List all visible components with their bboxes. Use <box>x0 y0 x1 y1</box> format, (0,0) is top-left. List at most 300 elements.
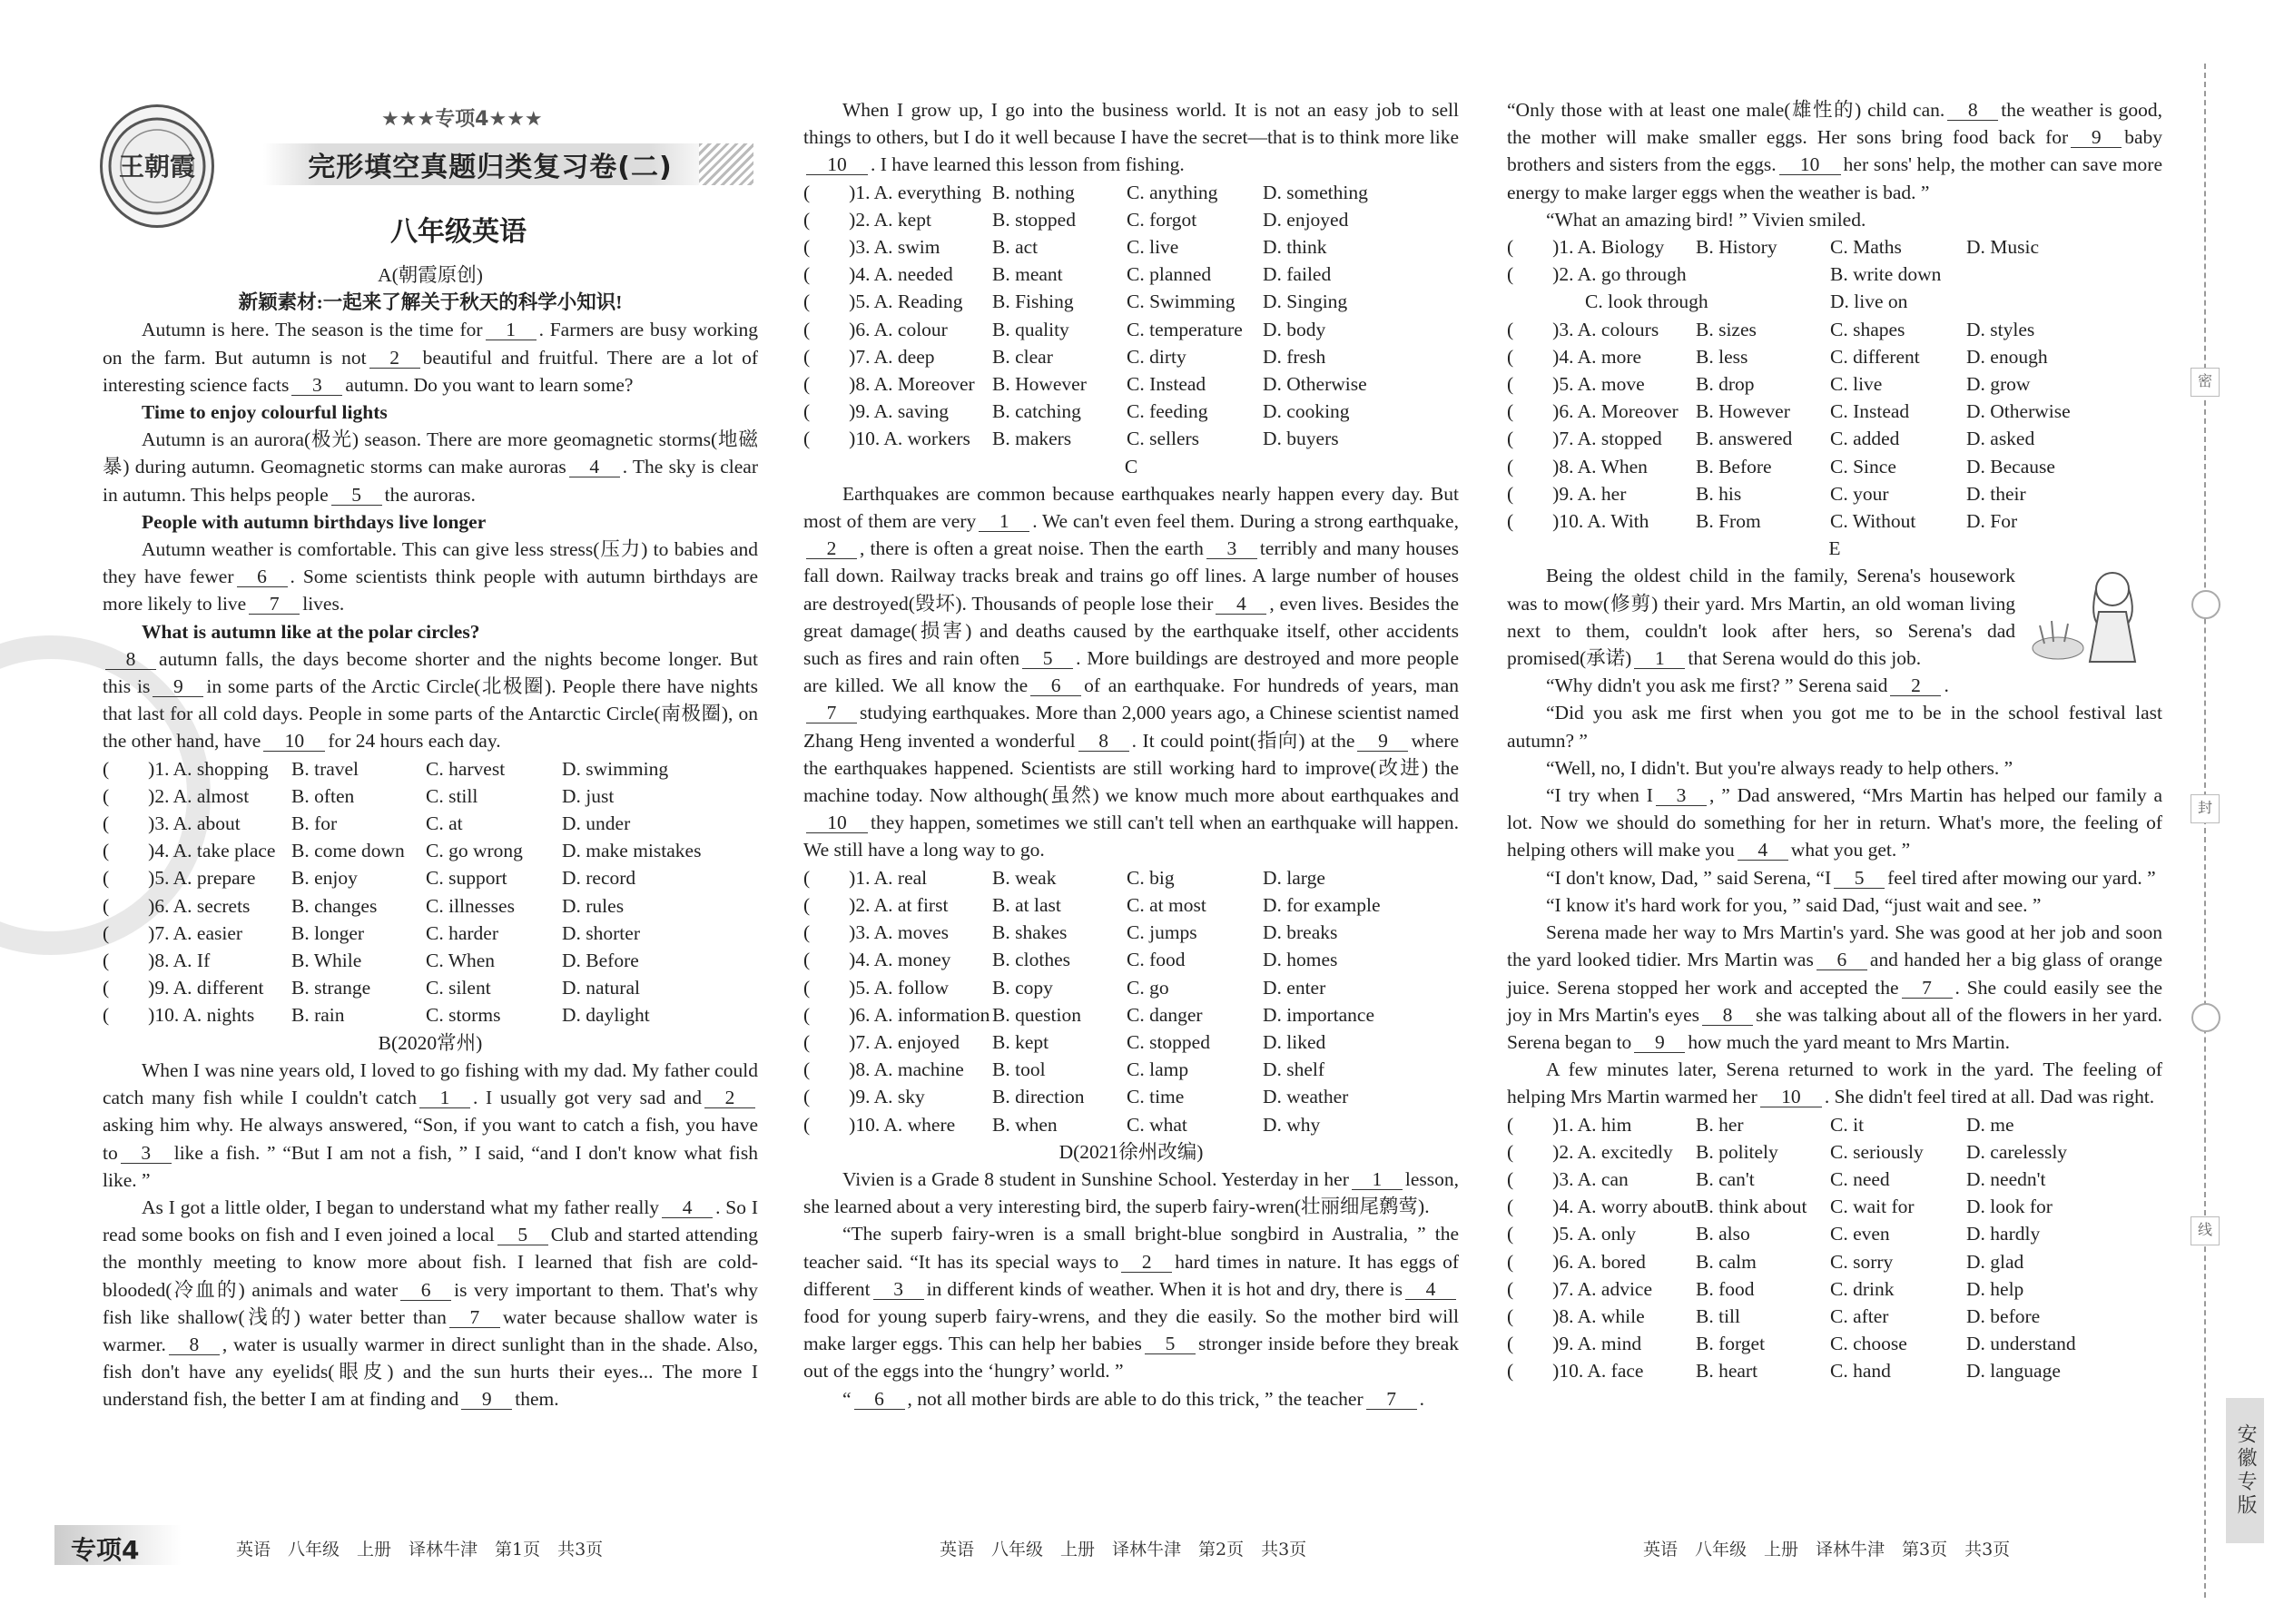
question-option-a[interactable]: ( )10. A. face <box>1507 1360 1644 1383</box>
question-option[interactable]: B. come down <box>291 840 405 862</box>
question-option[interactable]: D. enough <box>1966 345 2048 368</box>
question-option-a[interactable]: ( )9. A. sky <box>803 1086 925 1108</box>
question-option-a[interactable]: ( )8. A. Moreover <box>803 373 975 396</box>
question-option[interactable]: B. direction <box>992 1086 1085 1108</box>
question-option[interactable]: C. seriously <box>1830 1140 1924 1163</box>
question-option[interactable]: C. support <box>426 867 507 890</box>
question-option[interactable]: C. it <box>1830 1113 1865 1136</box>
question-option-a[interactable]: ( )10. A. nights <box>103 1004 255 1027</box>
question-option-a[interactable]: ( )1. A. shopping <box>103 757 269 780</box>
question-option[interactable]: B. her <box>1696 1113 1744 1136</box>
passage-paragraph <box>803 1166 1459 1220</box>
question-option[interactable]: C. harvest <box>426 757 506 780</box>
question-option[interactable]: B. food <box>1696 1277 1755 1300</box>
question-option[interactable]: B. shakes <box>992 921 1068 944</box>
question-option-a[interactable]: ( )7. A. advice <box>1507 1277 1653 1300</box>
question-row <box>1507 507 2162 535</box>
question-row <box>803 1029 1459 1056</box>
blank-slot[interactable]: 9 <box>153 676 203 697</box>
question-row <box>1507 1357 2162 1384</box>
question-list <box>803 864 1459 1138</box>
question-option[interactable]: B. While <box>291 950 362 972</box>
question-option[interactable]: C. big <box>1127 866 1175 889</box>
question-row <box>1507 343 2162 370</box>
question-option[interactable]: D. Singing <box>1263 290 1348 313</box>
blank-slot[interactable]: 3 <box>1206 538 1257 559</box>
question-option[interactable]: D. enter <box>1263 976 1326 999</box>
question-option[interactable]: D. Before <box>562 950 639 972</box>
blank-slot[interactable]: 1 <box>419 1088 470 1108</box>
question-option[interactable]: C. still <box>426 784 478 807</box>
blank-slot[interactable]: 6 <box>1030 675 1081 696</box>
question-option[interactable]: C. live <box>1830 373 1883 396</box>
question-option[interactable]: C. wait for <box>1830 1196 1915 1218</box>
question-option-a[interactable]: ( )1. A. everything <box>803 181 981 203</box>
column-1 <box>103 261 758 1413</box>
question-option[interactable]: B. answered <box>1696 428 1793 450</box>
blank-slot[interactable]: 10 <box>1760 1087 1822 1107</box>
question-option[interactable]: D. importance <box>1263 1003 1374 1026</box>
question-option[interactable]: C. stopped <box>1127 1030 1210 1053</box>
question-option[interactable] <box>1696 261 1830 288</box>
passage-text: where the earthquakes happened. Scientists are still working hard to improve(改进) the machine today. Now although(虽然) we know much more about earthquakes and <box>803 729 1459 807</box>
blank-slot[interactable]: 8 <box>105 649 156 670</box>
question-option[interactable]: D. record <box>562 867 636 890</box>
question-option[interactable]: D. grow <box>1966 373 2031 396</box>
question-option[interactable]: D. think <box>1263 236 1327 259</box>
question-row <box>1507 1138 2162 1166</box>
question-option-a[interactable]: ( )4. A. worry about <box>1507 1196 1697 1218</box>
question-option[interactable]: C. silent <box>426 977 491 999</box>
question-option[interactable]: B. till <box>1696 1304 1740 1327</box>
question-option[interactable]: B. makers <box>992 428 1072 450</box>
question-option-a[interactable]: ( )3. A. can <box>1507 1167 1629 1190</box>
question-option[interactable]: B. meant <box>992 263 1063 286</box>
question-option[interactable]: C. go wrong <box>426 840 523 862</box>
question-row <box>803 1083 1459 1110</box>
question-option[interactable]: D. language <box>1966 1360 2061 1383</box>
question-option-a[interactable]: ( )4. A. needed <box>803 263 953 286</box>
question-option[interactable] <box>1966 288 2162 315</box>
question-option[interactable]: D. help <box>1966 1277 2024 1300</box>
question-option-a[interactable]: ( )7. A. enjoyed <box>803 1030 960 1053</box>
question-option[interactable]: D. styles <box>1966 318 2035 340</box>
question-option[interactable]: D. failed <box>1263 263 1332 286</box>
question-option[interactable]: B. History <box>1696 236 1777 259</box>
question-option[interactable]: D. fresh <box>1263 345 1326 368</box>
question-option[interactable]: C. different <box>1830 345 1920 368</box>
question-option-a[interactable]: ( )8. A. machine <box>803 1058 964 1081</box>
question-option[interactable]: D. just <box>562 784 615 807</box>
blank-slot[interactable]: 1 <box>1634 648 1685 669</box>
passage-text: . We can't even feel them. During a strong earthquake, <box>1032 510 1459 533</box>
question-option[interactable]: C. need <box>1830 1167 1890 1190</box>
question-option[interactable]: B. also <box>1696 1223 1750 1245</box>
passage-paragraph: “Did you ask me first when you got me to be in the school festival last autumn? ” <box>1507 702 2162 752</box>
question-option[interactable]: B. catching <box>992 400 1081 423</box>
question-option[interactable]: D. look for <box>1966 1196 2053 1218</box>
question-option[interactable]: C. Since <box>1830 455 1896 477</box>
passage-text: A few minutes later, Serena returned to work in the yard. The feeling of helping Mrs Martin warmed her <box>1507 1058 2162 1108</box>
passage-text: lesson, she learned about a very interesting bird, the superb fairy-wren(壮丽细尾鹩莺). <box>803 1167 1459 1218</box>
question-option[interactable]: B. less <box>1696 345 1748 368</box>
question-option-a[interactable]: ( )5. A. follow <box>803 976 950 999</box>
question-option-a[interactable]: ( )5. A. prepare <box>103 867 256 890</box>
blank-slot[interactable]: 10 <box>1779 154 1841 175</box>
binding-mark-1: 密 <box>2191 368 2220 397</box>
question-row <box>1507 288 2162 315</box>
question-option-a[interactable]: ( )9. A. her <box>1507 482 1627 505</box>
question-option[interactable]: D. natural <box>562 977 640 999</box>
question-option[interactable]: C. Instead <box>1830 400 1910 423</box>
question-option[interactable]: D. Otherwise <box>1966 400 2071 423</box>
blank-slot[interactable]: 1 <box>979 511 1029 532</box>
question-option-a[interactable]: ( )10. A. With <box>1507 510 1649 533</box>
question-option[interactable]: D. me <box>1966 1113 2014 1136</box>
question-option-a[interactable]: ( )8. A. When <box>1507 455 1648 477</box>
question-option[interactable]: D. liked <box>1263 1030 1326 1053</box>
question-option[interactable]: B. Before <box>1696 455 1772 477</box>
question-row <box>803 891 1459 919</box>
question-option-a[interactable]: ( )4. A. take place <box>103 840 276 862</box>
question-option[interactable]: D. carelessly <box>1966 1140 2068 1163</box>
question-option-a[interactable]: ( )1. A. real <box>803 866 928 889</box>
question-option[interactable] <box>1696 288 1830 315</box>
question-row <box>103 947 758 974</box>
question-option[interactable]: B. can't <box>1696 1167 1755 1190</box>
question-option[interactable]: B. act <box>992 236 1039 259</box>
blank-slot[interactable]: 8 <box>1078 731 1129 752</box>
question-option[interactable]: C. food <box>1127 949 1186 971</box>
question-option-a[interactable]: ( )6. A. information <box>803 1003 990 1026</box>
question-row <box>1507 425 2162 452</box>
passage-text: what you get. ” <box>1790 839 1911 861</box>
question-option[interactable]: D. hardly <box>1966 1223 2041 1245</box>
question-option-a[interactable]: ( )2. A. kept <box>803 208 931 231</box>
passage-paragraph <box>1507 919 2162 1056</box>
question-option[interactable]: B. longer <box>291 921 365 944</box>
question-option[interactable]: D. Otherwise <box>1263 373 1367 396</box>
question-option[interactable]: C. sorry <box>1830 1250 1894 1273</box>
blank-slot[interactable]: 4 <box>1216 594 1266 615</box>
question-option[interactable]: D. needn't <box>1966 1167 2046 1190</box>
question-option[interactable]: C. lamp <box>1127 1058 1189 1081</box>
question-option-a[interactable]: ( )5. A. Reading <box>803 290 963 313</box>
blank-slot[interactable]: 7 <box>1902 978 1953 999</box>
question-option[interactable]: B. However <box>992 373 1087 396</box>
question-option[interactable]: C. anything <box>1127 181 1218 203</box>
question-row <box>803 974 1459 1001</box>
question-option-a[interactable]: ( )5. A. only <box>1507 1223 1637 1245</box>
blank-slot[interactable]: 9 <box>1634 1032 1685 1053</box>
question-option-a[interactable]: ( )10. A. where <box>803 1113 956 1136</box>
passage-text: , not all mother birds are able to do this trick, ” the teacher <box>907 1387 1364 1410</box>
question-option-a[interactable]: ( )6. A. secrets <box>103 894 251 917</box>
question-option[interactable]: C. danger <box>1127 1003 1203 1026</box>
question-option[interactable]: D. homes <box>1263 949 1338 971</box>
question-option[interactable]: C. Swimming <box>1127 290 1236 313</box>
question-option[interactable]: D. Music <box>1966 236 2040 259</box>
blank-slot[interactable]: 3 <box>1656 785 1707 806</box>
question-option[interactable]: C. illnesses <box>426 894 515 917</box>
blank-slot[interactable]: 10 <box>806 812 868 833</box>
question-option[interactable]: D. body <box>1263 318 1326 340</box>
passage-text: that Serena would do this job. <box>1688 647 1922 670</box>
question-option[interactable] <box>1966 261 2162 288</box>
question-row <box>803 1111 1459 1138</box>
question-option[interactable]: D. enjoyed <box>1263 208 1349 231</box>
blank-slot[interactable]: 1 <box>486 320 537 340</box>
blank-slot[interactable]: 6 <box>237 566 288 587</box>
question-option[interactable]: D. For <box>1966 510 2018 533</box>
question-option[interactable]: C. jumps <box>1127 921 1197 944</box>
question-option[interactable]: B. sizes <box>1696 318 1757 340</box>
question-option[interactable]: B. for <box>291 812 338 835</box>
blank-slot[interactable]: 6 <box>854 1389 905 1410</box>
question-option-a[interactable]: ( )3. A. about <box>103 812 241 835</box>
question-option[interactable]: C. Maths <box>1830 236 1902 259</box>
blank-slot[interactable]: 5 <box>1834 868 1885 889</box>
question-option-a[interactable]: ( )2. A. at first <box>803 893 949 916</box>
passage-paragraph <box>103 1057 758 1194</box>
page-header <box>91 91 781 263</box>
question-option[interactable]: C. at most <box>1127 893 1206 916</box>
question-list <box>1507 1111 2162 1385</box>
blank-slot[interactable]: 10 <box>263 731 325 752</box>
footer-badge <box>54 1525 182 1565</box>
blank-slot[interactable]: 6 <box>400 1280 451 1301</box>
question-option[interactable]: C. choose <box>1830 1333 1907 1355</box>
question-option[interactable]: B. often <box>291 784 355 807</box>
passage-text: “Why didn't you ask me first? ” Serena said <box>1546 674 1888 697</box>
question-option-a[interactable]: ( )7. A. stopped <box>1507 428 1662 450</box>
blank-slot[interactable]: 4 <box>662 1197 713 1218</box>
question-option-a[interactable]: ( )10. A. workers <box>803 428 970 450</box>
question-option[interactable]: D. breaks <box>1263 921 1338 944</box>
question-option[interactable]: D. shorter <box>562 921 640 944</box>
question-option[interactable]: B. think about <box>1696 1196 1807 1218</box>
question-option[interactable]: B. changes <box>291 894 378 917</box>
question-option[interactable]: C. planned <box>1127 263 1212 286</box>
question-option[interactable]: C. temperature <box>1127 318 1243 340</box>
question-option[interactable]: D. something <box>1263 181 1368 203</box>
question-option[interactable]: C. live <box>1127 236 1179 259</box>
question-option-a[interactable]: ( )2. A. almost <box>103 784 250 807</box>
question-option[interactable]: D. rules <box>562 894 625 917</box>
blank-slot[interactable]: 4 <box>1738 840 1788 861</box>
question-option-a[interactable]: ( )9. A. different <box>103 977 264 999</box>
question-option-a[interactable]: ( )3. A. moves <box>803 921 950 944</box>
question-option[interactable]: D. make mistakes <box>562 840 702 862</box>
blank-slot[interactable]: 3 <box>291 375 342 396</box>
question-option[interactable]: B. clothes <box>992 949 1070 971</box>
blank-slot[interactable]: 7 <box>449 1307 500 1328</box>
blank-slot[interactable]: 4 <box>569 457 620 477</box>
section-heading: E <box>1828 537 1841 560</box>
passage-text: lives. <box>302 593 345 615</box>
question-option[interactable]: C. shapes <box>1830 318 1905 340</box>
question-option[interactable]: C. what <box>1127 1113 1187 1136</box>
passage-text: . More buildings are destroyed and more people are killed. We all know the <box>803 647 1459 697</box>
question-option[interactable]: D. live on <box>1830 290 1908 313</box>
blank-slot[interactable]: 6 <box>1816 950 1867 970</box>
blank-slot[interactable]: 5 <box>1145 1334 1196 1354</box>
blank-slot[interactable]: 2 <box>1890 675 1941 696</box>
question-option[interactable]: B. heart <box>1696 1360 1758 1383</box>
question-option[interactable]: D. weather <box>1263 1086 1349 1108</box>
question-option-a[interactable]: ( )2. A. go through <box>1507 263 1687 286</box>
question-option[interactable]: C. Without <box>1830 510 1916 533</box>
question-option[interactable]: D. swimming <box>562 757 669 780</box>
question-option[interactable]: D. glad <box>1966 1250 2024 1273</box>
question-option[interactable]: C. storms <box>426 1004 501 1027</box>
passage-paragraph <box>803 1220 1459 1384</box>
blank-slot[interactable]: 5 <box>1022 648 1073 669</box>
question-option[interactable]: C. forgot <box>1127 208 1197 231</box>
question-option[interactable]: C. drink <box>1830 1277 1895 1300</box>
question-option-a[interactable]: ( )1. A. him <box>1507 1113 1632 1136</box>
question-option[interactable]: C. dirty <box>1127 345 1186 368</box>
question-option[interactable]: B. forget <box>1696 1333 1766 1355</box>
question-option[interactable]: B. nothing <box>992 181 1075 203</box>
question-option[interactable]: B. stopped <box>992 208 1076 231</box>
question-option[interactable]: D. under <box>562 812 631 835</box>
question-option[interactable]: C. feeding <box>1127 400 1208 423</box>
question-row <box>103 864 758 891</box>
question-option[interactable]: C. Instead <box>1127 373 1206 396</box>
blank-slot[interactable]: 2 <box>806 538 857 559</box>
blank-slot[interactable]: 9 <box>2071 127 2122 148</box>
blank-slot[interactable]: 8 <box>1702 1005 1753 1026</box>
question-option[interactable]: B. enjoy <box>291 867 358 890</box>
question-option[interactable]: D. asked <box>1966 428 2035 450</box>
blank-slot[interactable]: 1 <box>1352 1169 1403 1190</box>
question-option[interactable]: C. your <box>1830 482 1889 505</box>
blank-slot[interactable]: 9 <box>1357 731 1408 752</box>
question-option[interactable]: B. weak <box>992 866 1057 889</box>
question-option[interactable]: C. time <box>1127 1086 1185 1108</box>
question-option[interactable]: D. daylight <box>562 1004 650 1027</box>
blank-slot[interactable]: 5 <box>331 485 382 506</box>
question-option[interactable]: B. question <box>992 1003 1081 1026</box>
question-option[interactable]: B. his <box>1696 482 1742 505</box>
question-option[interactable]: B. clear <box>992 345 1053 368</box>
question-option[interactable]: B. write down <box>1830 263 1942 286</box>
question-option[interactable]: B. However <box>1696 400 1790 423</box>
passage-text: feel tired after mowing our yard. ” <box>1887 866 2156 889</box>
question-option[interactable]: C. harder <box>426 921 498 944</box>
question-option[interactable]: C. added <box>1830 428 1900 450</box>
question-option-a[interactable]: ( )4. A. money <box>803 949 951 971</box>
blank-slot[interactable]: 4 <box>1405 1279 1456 1300</box>
question-option-a[interactable]: ( )8. A. If <box>103 950 211 972</box>
question-option[interactable]: D. shelf <box>1263 1058 1325 1081</box>
question-option[interactable]: B. politely <box>1696 1140 1778 1163</box>
question-row <box>803 864 1459 891</box>
blank-slot[interactable]: 2 <box>704 1088 755 1108</box>
question-option[interactable]: C. even <box>1830 1223 1890 1245</box>
passage-text: “ <box>842 1387 852 1410</box>
brand-logo-graphic <box>103 107 212 225</box>
question-option[interactable]: D. before <box>1966 1304 2041 1327</box>
question-option[interactable]: B. strange <box>291 977 371 999</box>
question-option[interactable]: C. go <box>1127 976 1169 999</box>
question-row <box>803 206 1459 233</box>
question-option-a[interactable]: ( )9. A. saving <box>803 400 950 423</box>
question-option[interactable]: B. at last <box>992 893 1061 916</box>
question-option-a[interactable]: ( )8. A. while <box>1507 1304 1645 1327</box>
question-option-a[interactable]: ( )6. A. Moreover <box>1507 400 1679 423</box>
question-option[interactable]: C. at <box>426 812 463 835</box>
question-option-a[interactable]: ( )6. A. colour <box>803 318 948 340</box>
question-option[interactable]: B. From <box>1696 510 1761 533</box>
blank-slot[interactable]: 3 <box>121 1143 172 1164</box>
question-option[interactable]: B. tool <box>992 1058 1046 1081</box>
blank-slot[interactable]: 2 <box>1121 1252 1172 1273</box>
blank-slot[interactable]: 9 <box>461 1389 512 1410</box>
question-option[interactable]: D. cooking <box>1263 400 1350 423</box>
question-option[interactable]: C. sellers <box>1127 428 1200 450</box>
question-option-a[interactable]: ( )9. A. mind <box>1507 1333 1642 1355</box>
question-row <box>803 233 1459 261</box>
question-option-a[interactable]: ( )5. A. move <box>1507 373 1645 396</box>
question-option[interactable]: D. their <box>1966 482 2026 505</box>
passage-text: When I was nine years old, I loved to go fishing with my dad. My father could catch many fish while I couldn't catch <box>103 1058 758 1109</box>
passage-text: . Farmers are busy working on the farm. But autumn is not <box>103 319 758 369</box>
question-option[interactable]: D. large <box>1263 866 1325 889</box>
question-option[interactable]: B. when <box>992 1113 1058 1136</box>
question-option-a[interactable]: ( )7. A. easier <box>103 921 243 944</box>
question-option-a[interactable]: ( )4. A. more <box>1507 345 1642 368</box>
question-option[interactable]: C. after <box>1830 1304 1889 1327</box>
question-option[interactable]: C. hand <box>1830 1360 1891 1383</box>
question-option[interactable]: B. calm <box>1696 1250 1757 1273</box>
question-option-a[interactable]: ( )1. A. Biology <box>1507 236 1665 259</box>
question-option[interactable]: D. for example <box>1263 893 1381 916</box>
question-option[interactable]: B. travel <box>291 757 359 780</box>
question-option[interactable]: D. understand <box>1966 1333 2076 1355</box>
blank-slot[interactable]: 3 <box>873 1279 924 1300</box>
blank-slot[interactable]: 2 <box>369 348 420 369</box>
question-option[interactable]: D. buyers <box>1263 428 1339 450</box>
question-row <box>1507 233 2162 261</box>
question-option[interactable]: B. rain <box>291 1004 345 1027</box>
passage-text: “I try when I <box>1546 784 1653 807</box>
question-option-a[interactable]: C. look through <box>1507 290 1708 313</box>
blank-slot[interactable]: 7 <box>249 594 300 615</box>
question-option[interactable]: B. kept <box>992 1030 1049 1053</box>
question-option-a[interactable]: ( )6. A. bored <box>1507 1250 1646 1273</box>
section-heading: C <box>1124 455 1138 477</box>
question-option[interactable]: C. When <box>426 950 496 972</box>
blank-slot[interactable]: 7 <box>806 703 857 723</box>
question-option[interactable]: B. drop <box>1696 373 1755 396</box>
question-option-a[interactable]: ( )3. A. colours <box>1507 318 1659 340</box>
blank-slot[interactable]: 5 <box>497 1225 548 1245</box>
blank-slot[interactable]: 7 <box>1366 1389 1417 1410</box>
blank-slot[interactable]: 10 <box>806 154 868 175</box>
blank-slot[interactable]: 8 <box>1947 100 1998 121</box>
question-option[interactable]: B. quality <box>992 318 1069 340</box>
question-option-a[interactable]: ( )7. A. deep <box>803 345 935 368</box>
question-option[interactable]: B. Fishing <box>992 290 1074 313</box>
blank-slot[interactable]: 8 <box>169 1334 220 1355</box>
question-option-a[interactable]: ( )3. A. swim <box>803 236 940 259</box>
question-option[interactable]: D. why <box>1263 1113 1321 1136</box>
question-option-a[interactable]: ( )2. A. excitedly <box>1507 1140 1673 1163</box>
question-option[interactable]: D. Because <box>1966 455 2055 477</box>
question-option[interactable]: B. copy <box>992 976 1053 999</box>
